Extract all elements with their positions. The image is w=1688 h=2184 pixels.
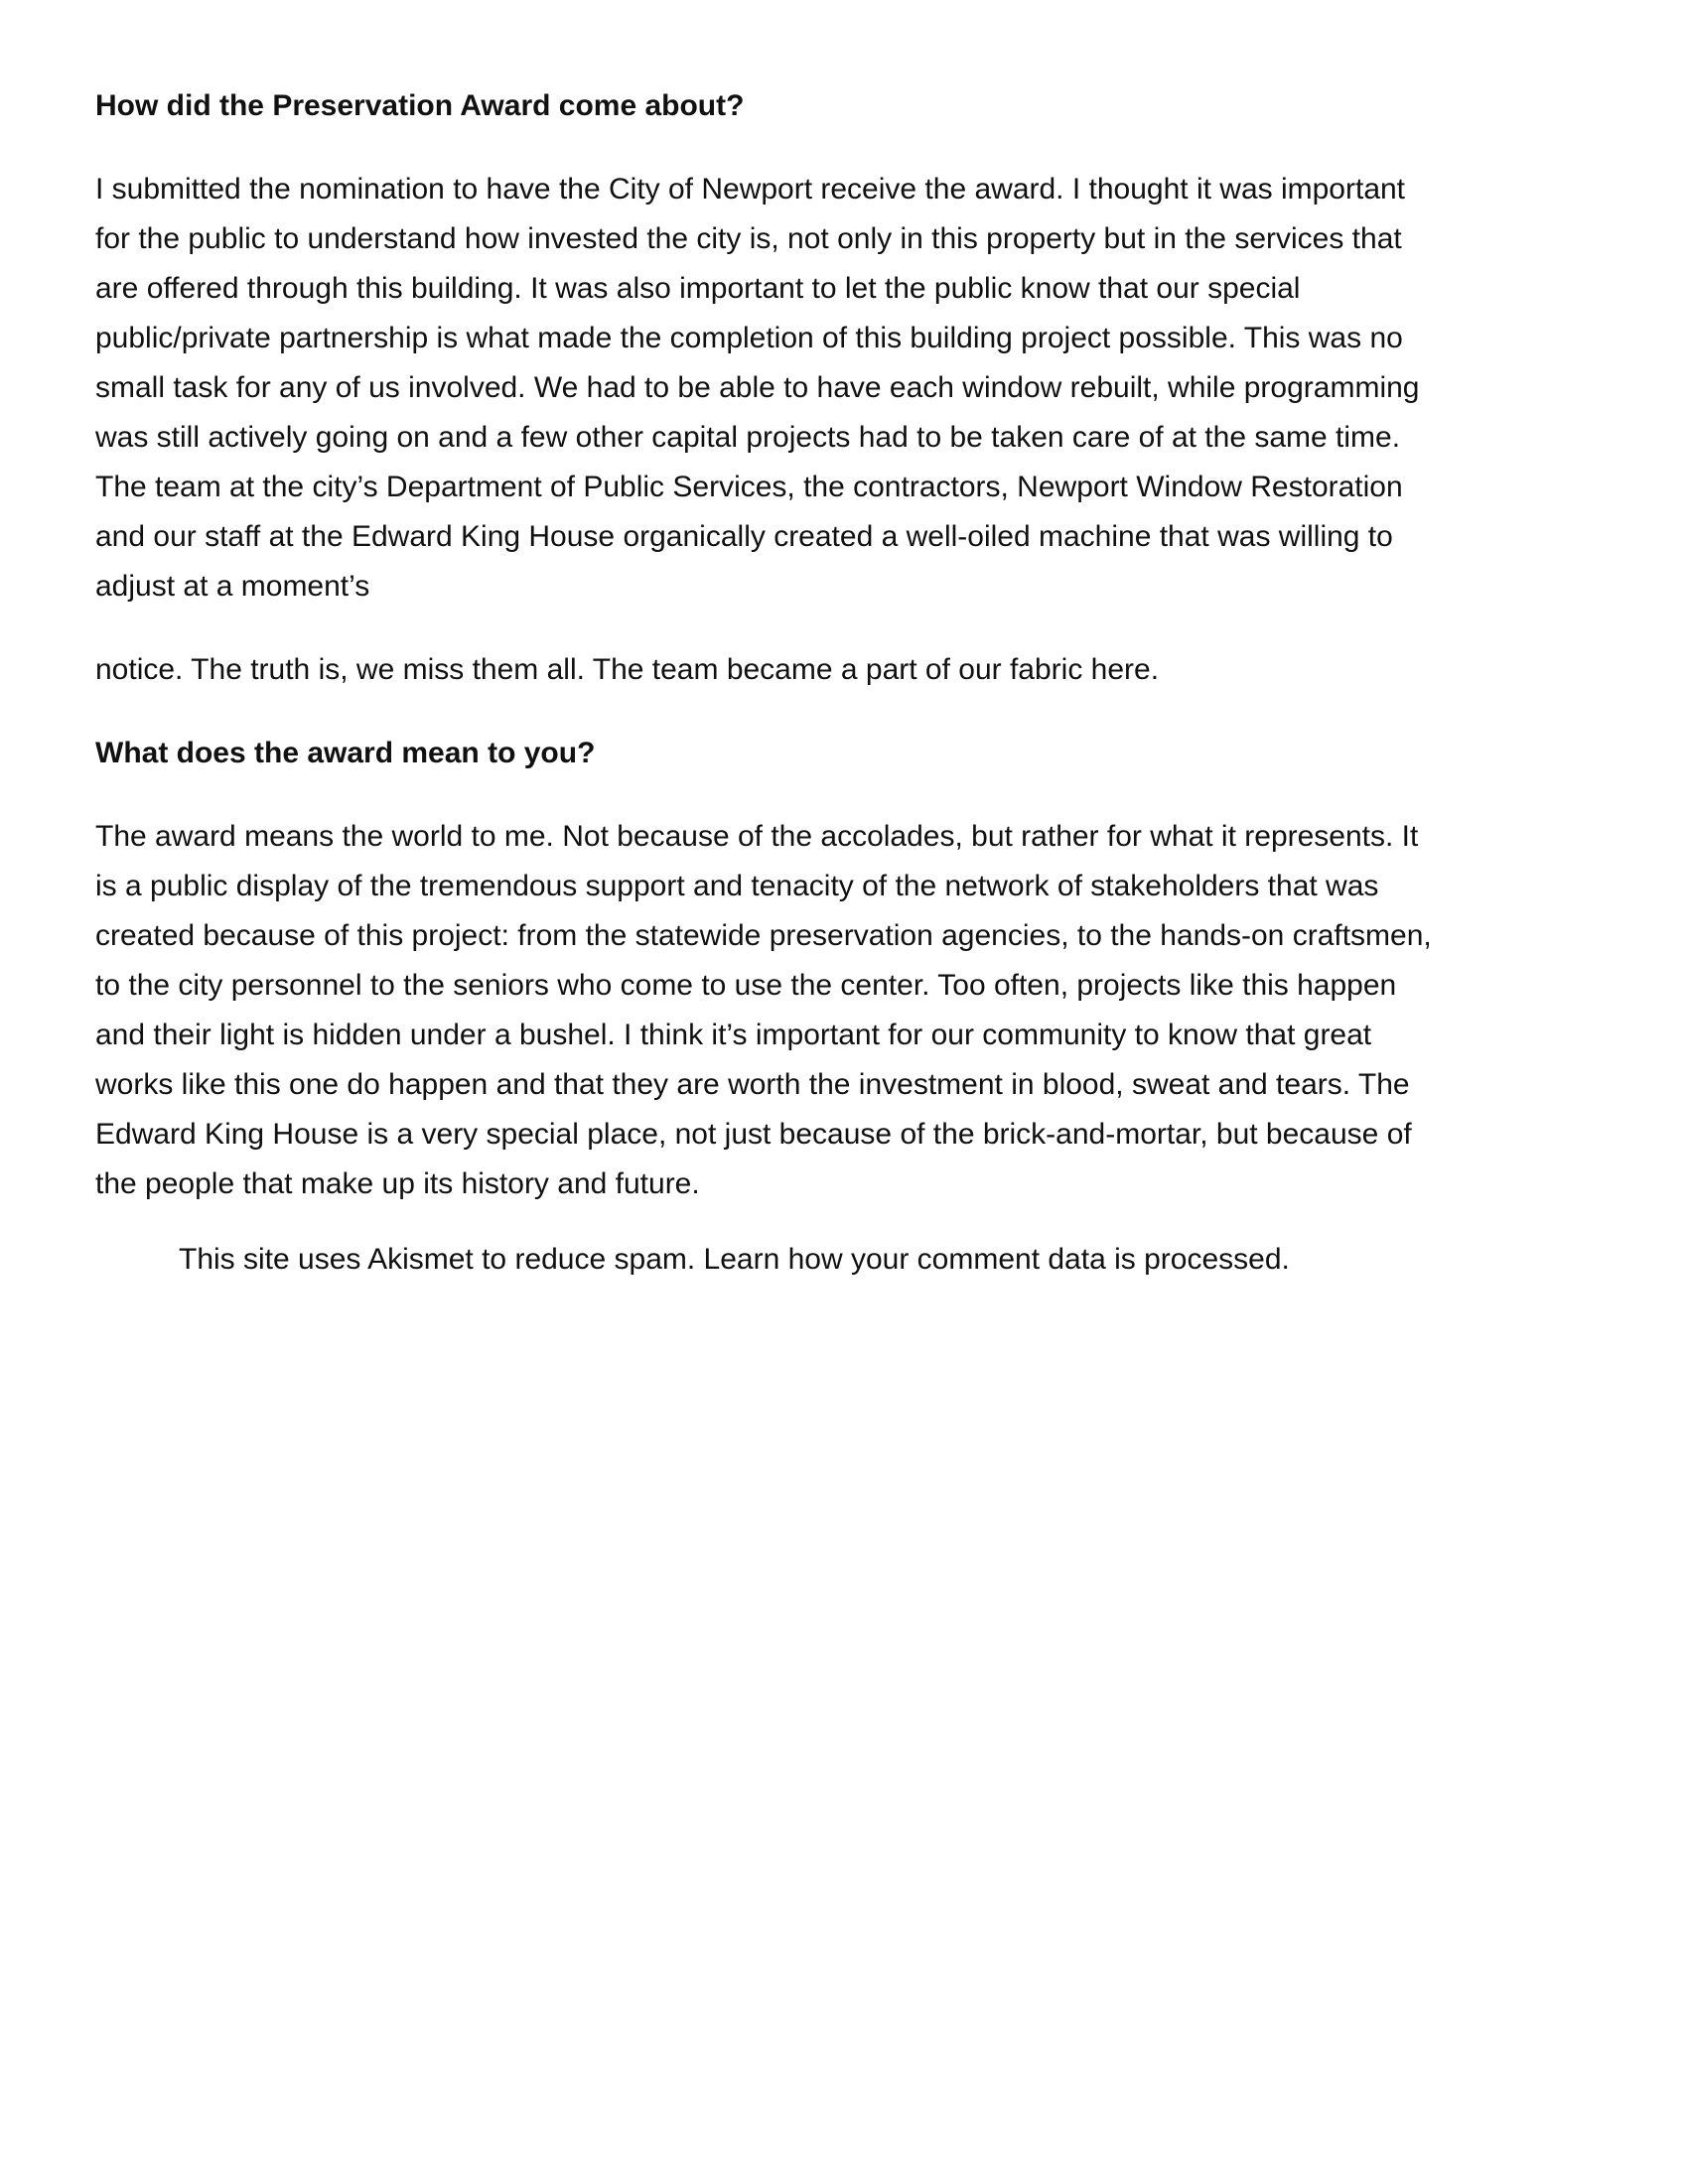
paragraph-line: The award means the world to me. Not because of the accolades, but rather for what it represents. It bbox=[95, 820, 1419, 853]
paragraph-line: created because of this project: from the statewide preservation agencies, to the hands-on craftsmen, bbox=[95, 919, 1432, 952]
paragraph-line: and our staff at the Edward King House organically created a well-oiled machine that was willing to bbox=[95, 520, 1393, 553]
akismet-notice: This site uses Akismet to reduce spam. Learn how your comment data is processed. bbox=[179, 1243, 1290, 1276]
document-content bbox=[95, 81, 1597, 1285]
paragraph-line: was still actively going on and a few other capital projects had to be taken care of at the same time. bbox=[95, 421, 1401, 454]
paragraph-line: small task for any of us involved. We had to be able to have each window rebuilt, while programming bbox=[95, 371, 1420, 404]
paragraph-line: I submitted the nomination to have the City of Newport receive the award. I thought it was important bbox=[95, 173, 1406, 205]
paragraph-nomination bbox=[95, 165, 1597, 612]
paragraph-line: to the city personnel to the seniors who come to use the center. Too often, projects like this happen bbox=[95, 969, 1397, 1002]
paragraph-award-meaning bbox=[95, 812, 1597, 1209]
paragraph-line: for the public to understand how invested the city is, not only in this property but in the services that bbox=[95, 222, 1402, 255]
paragraph-line: Edward King House is a very special place, not just because of the brick-and-mortar, but because of bbox=[95, 1118, 1412, 1151]
paragraph-line: and their light is hidden under a bushel. I think it’s important for our community to know that great bbox=[95, 1019, 1372, 1051]
paragraph-line: The team at the city’s Department of Public Services, the contractors, Newport Window Restoration bbox=[95, 471, 1403, 503]
paragraph-line: the people that make up its history and future. bbox=[95, 1167, 700, 1200]
paragraph-line: public/private partnership is what made the completion of this building project possible. This was no bbox=[95, 322, 1403, 354]
paragraph-line: adjust at a moment’s bbox=[95, 570, 370, 603]
paragraph-line: works like this one do happen and that they are worth the investment in blood, sweat and tears. The bbox=[95, 1068, 1410, 1101]
section-heading-award-meaning: What does the award mean to you? bbox=[95, 737, 596, 769]
section-heading-preservation-award: How did the Preservation Award come about? bbox=[95, 89, 745, 122]
paragraph-continuation: notice. The truth is, we miss them all. The team became a part of our fabric here. bbox=[95, 653, 1160, 686]
paragraph-line: are offered through this building. It was also important to let the public know that our special bbox=[95, 272, 1301, 305]
paragraph-line: is a public display of the tremendous support and tenacity of the network of stakeholders that was bbox=[95, 870, 1379, 902]
